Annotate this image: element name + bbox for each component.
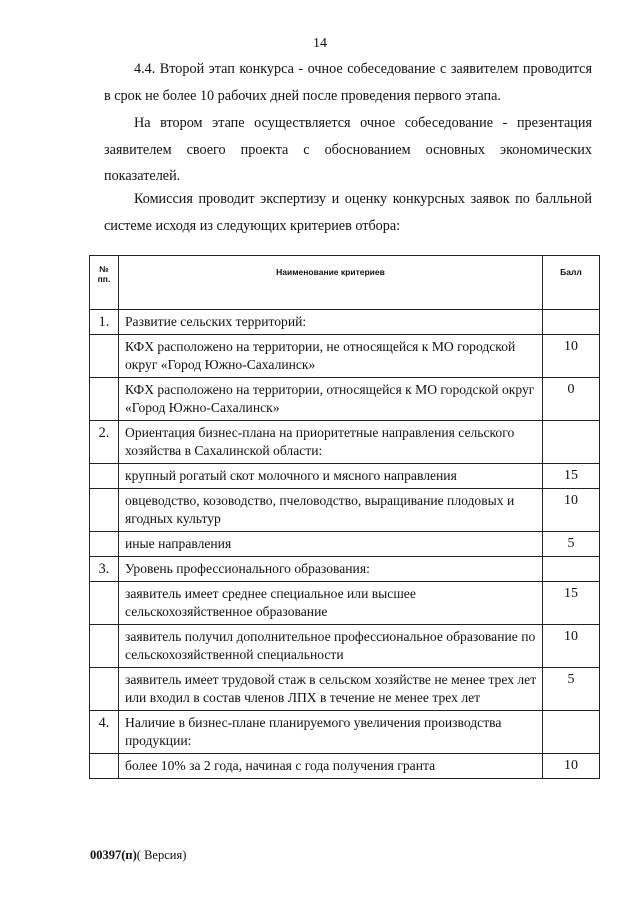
- header-number-symbol: №: [99, 264, 109, 274]
- paragraph-interview: На втором этапе осуществляется очное собеседование - презентация заявителем своего проекта с обоснованием основных экономических показателей.: [104, 115, 592, 184]
- row-number: 4.: [90, 711, 119, 754]
- table-row: [90, 335, 600, 378]
- row-score: 0: [543, 378, 600, 421]
- header-number: [90, 256, 119, 310]
- table-row: [90, 378, 600, 421]
- row-score: 10: [543, 625, 600, 668]
- table-row: [90, 711, 600, 754]
- table-row: [90, 754, 600, 779]
- row-number: [90, 464, 119, 489]
- header-criteria-name: Наименование критериев: [119, 256, 543, 310]
- table-header-row: [90, 256, 600, 310]
- document-footer: [90, 848, 186, 863]
- row-score: 15: [543, 464, 600, 489]
- table-row: [90, 582, 600, 625]
- row-number: [90, 625, 119, 668]
- row-criterion: заявитель получил дополнительное профессиональное образование по сельскохозяйственной специальности: [119, 625, 543, 668]
- row-criterion: заявитель имеет среднее специальное или высшее сельскохозяйственное образование: [119, 582, 543, 625]
- row-score: [543, 421, 600, 464]
- table-row: [90, 532, 600, 557]
- row-number: [90, 754, 119, 779]
- row-score: 10: [543, 754, 600, 779]
- row-score: 10: [543, 335, 600, 378]
- row-criterion: Уровень профессионального образования:: [119, 557, 543, 582]
- row-number: 3.: [90, 557, 119, 582]
- table-row: [90, 310, 600, 335]
- row-number: [90, 532, 119, 557]
- row-score: 5: [543, 532, 600, 557]
- table-row: [90, 489, 600, 532]
- row-score: [543, 310, 600, 335]
- row-criterion: крупный рогатый скот молочного и мясного направления: [119, 464, 543, 489]
- row-score: 15: [543, 582, 600, 625]
- row-criterion: заявитель имеет трудовой стаж в сельском хозяйстве не менее трех лет или входил в состав членов ЛПХ в течение не менее трех лет: [119, 668, 543, 711]
- row-number: 2.: [90, 421, 119, 464]
- row-score: 10: [543, 489, 600, 532]
- document-version: ( Версия): [136, 848, 187, 862]
- table-row: [90, 557, 600, 582]
- row-number: [90, 378, 119, 421]
- paragraph-stage-two: 4.4. Второй этап конкурса - очное собеседование с заявителем проводится в срок не более 10 рабочих дней после проведения первого этапа.: [104, 61, 592, 104]
- header-score: Балл: [543, 256, 600, 310]
- row-score: [543, 711, 600, 754]
- row-score: 5: [543, 668, 600, 711]
- row-criterion: Ориентация бизнес-плана на приоритетные направления сельского хозяйства в Сахалинской области:: [119, 421, 543, 464]
- table-row: [90, 421, 600, 464]
- row-criterion: Наличие в бизнес-плане планируемого увеличения производства продукции:: [119, 711, 543, 754]
- row-criterion: иные направления: [119, 532, 543, 557]
- row-criterion: Развитие сельских территорий:: [119, 310, 543, 335]
- row-number: [90, 668, 119, 711]
- table-row: [90, 625, 600, 668]
- row-number: [90, 489, 119, 532]
- page-number: 14: [313, 36, 327, 51]
- criteria-table: [89, 255, 600, 779]
- row-number: [90, 582, 119, 625]
- document-code: 00397(п): [90, 848, 137, 862]
- table-row: [90, 668, 600, 711]
- header-number-abbr: пп.: [97, 274, 111, 284]
- table-row: [90, 464, 600, 489]
- row-criterion: КФХ расположено на территории, относящейся к МО городской округ «Город Южно-Сахалинск»: [119, 378, 543, 421]
- row-criterion: более 10% за 2 года, начиная с года получения гранта: [119, 754, 543, 779]
- row-criterion: КФХ расположено на территории, не относящейся к МО городской округ «Город Южно-Сахалинск»: [119, 335, 543, 378]
- row-criterion: овцеводство, козоводство, пчеловодство, выращивание плодовых и ягодных культур: [119, 489, 543, 532]
- row-number: [90, 335, 119, 378]
- row-score: [543, 557, 600, 582]
- row-number: 1.: [90, 310, 119, 335]
- paragraph-commission: Комиссия проводит экспертизу и оценку конкурсных заявок по балльной системе исходя из следующих критериев отбора:: [104, 191, 592, 234]
